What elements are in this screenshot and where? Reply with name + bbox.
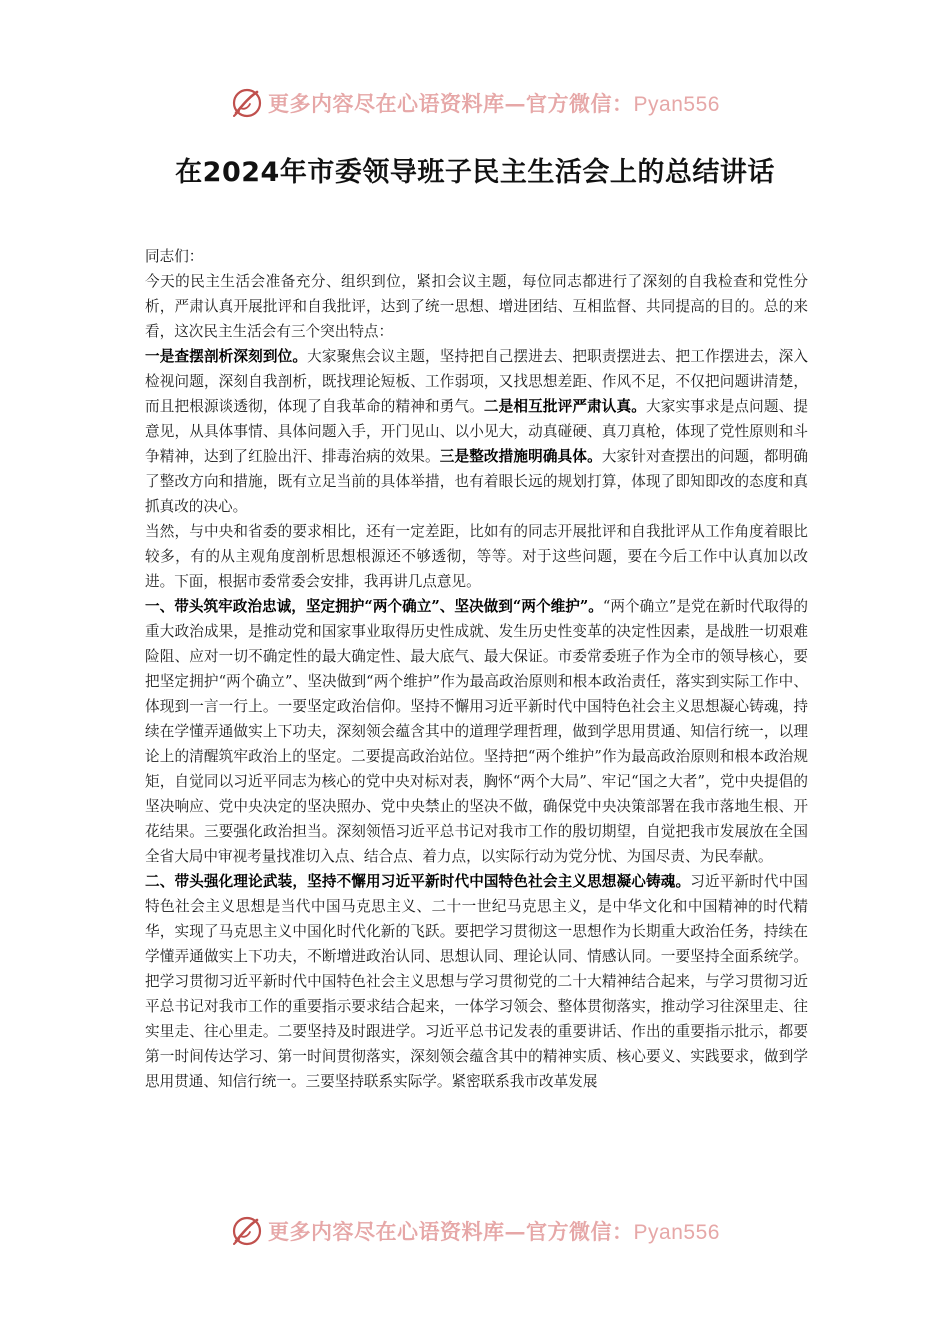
watermark-text: 更多内容尽在心语资料库—官方微信：Pyan556 xyxy=(268,1219,720,1244)
quill-signature-icon xyxy=(230,86,264,120)
speech-body xyxy=(145,244,808,1094)
section-1-body: “两个确立”是党在新时代取得的重大政治成果，是推动党和国家事业取得历史性成就、发生历史性变革的决定性因素，是战胜一切艰难险阻、应对一切不确定性的最大确定性、最大底气、最大保证。市委常委班子作为全市的领导核心，要把坚定拥护“两个确立”、坚决做到“两个维护”作为最高政治原则和根本政治责任，落实到实际工作中、体现到一言一行上。一要坚定政治信仰。坚持不懈用习近平新时代中国特色社会主义思想凝心铸魂，持续在学懂弄通做实上下功夫，深刻领会蕴含其中的道理学理哲理，做到学思用贯通、知信行统一，以理论上的清醒筑牢政治上的坚定。二要提高政治站位。坚持把“两个维护”作为最高政治原则和根本政治规矩，自觉同以习近平同志为核心的党中央对标对表，胸怀“两个大局”、牢记“国之大者”，党中央提倡的坚决响应、党中央决定的坚决照办、党中央禁止的坚决不做，确保党中央决策部署在我市落地生根、开花结果。三要强化政治担当。深刻领悟习近平总书记对我市工作的殷切期望，自觉把我市发展放在全国全省大局中审视考量找准切入点、结合点、着力点，以实际行动为党分忧、为国尽责、为民奉献。 xyxy=(145,598,808,865)
page-title: 在2024年市委领导班子民主生活会上的总结讲话 xyxy=(175,157,775,188)
feature-text-3: 大家针对查摆出的问题，都明确了整改方向和措施，既有立足当前的具体举措，也有着眼长远的规划打算，体现了即知即改的态度和真抓真改的决心。 xyxy=(145,448,808,515)
transition-paragraph: 当然，与中央和省委的要求相比，还有一定差距，比如有的同志开展批评和自我批评从工作角度着眼比较多，有的从主观角度剖析思想根源还不够透彻，等等。对于这些问题，要在今后工作中认真加以改进。下面，根据市委常委会安排，我再讲几点意见。 xyxy=(145,523,808,590)
section-1 xyxy=(145,594,808,869)
section-2 xyxy=(145,869,808,1094)
quill-signature-icon xyxy=(230,1214,264,1248)
section-2-heading: 二、带头强化理论武装，坚持不懈用习近平新时代中国特色社会主义思想凝心铸魂。 xyxy=(145,873,691,890)
salutation: 同志们： xyxy=(145,248,204,265)
features-paragraph xyxy=(145,344,808,519)
feature-text-2: 大家实事求是点问题、提意见，从具体事情、具体问题入手，开门见山、以小见大，动真碰硬、真刀真枪，体现了党性原则和斗争精神，达到了红脸出汗、排毒治病的效果。 xyxy=(145,398,808,465)
section-1-heading: 一、带头筑牢政治忠诚，坚定拥护“两个确立”、坚决做到“两个维护”。 xyxy=(145,598,603,615)
feature-text-1: 大家聚焦会议主题，坚持把自己摆进去、把职责摆进去、把工作摆进去，深入检视问题，深刻自我剖析，既找理论短板、工作弱项，又找思想差距、作风不足，不仅把问题讲清楚，而且把根源谈透彻，体现了自我革命的精神和勇气。 xyxy=(145,348,808,415)
feature-heading-1: 一是查摆剖析深刻到位。 xyxy=(145,348,308,365)
feature-heading-2: 二是相互批评严肃认真。 xyxy=(483,398,647,415)
watermark-text: 更多内容尽在心语资料库—官方微信：Pyan556 xyxy=(268,91,720,116)
watermark-banner-bottom xyxy=(0,1206,950,1256)
feature-heading-3: 三是整改措施明确具体。 xyxy=(439,448,602,465)
section-2-body: 习近平新时代中国特色社会主义思想是当代中国马克思主义、二十一世纪马克思主义，是中华文化和中国精神的时代精华，实现了马克思主义中国化时代化新的飞跃。要把学习贯彻这一思想作为长期重大政治任务，持续在学懂弄通做实上下功夫，不断增进政治认同、思想认同、理论认同、情感认同。一要坚持全面系统学。把学习贯彻习近平新时代中国特色社会主义思想与学习贯彻党的二十大精神结合起来，与学习贯彻习近平总书记对我市工作的重要指示要求结合起来，一体学习领会、整体贯彻落实，推动学习往深里走、往实里走、往心里走。二要坚持及时跟进学。习近平总书记发表的重要讲话、作出的重要指示批示，都要第一时间传达学习、第一时间贯彻落实，深刻领会蕴含其中的精神实质、核心要义、实践要求，做到学思用贯通、知信行统一。三要坚持联系实际学。紧密联系我市改革发展 xyxy=(145,873,808,1090)
watermark-banner-top xyxy=(0,78,950,128)
intro-paragraph: 今天的民主生活会准备充分、组织到位，紧扣会议主题，每位同志都进行了深刻的自我检查和党性分析，严肃认真开展批评和自我批评，达到了统一思想、增进团结、互相监督、共同提高的目的。总的来看，这次民主生活会有三个突出特点： xyxy=(145,273,808,340)
